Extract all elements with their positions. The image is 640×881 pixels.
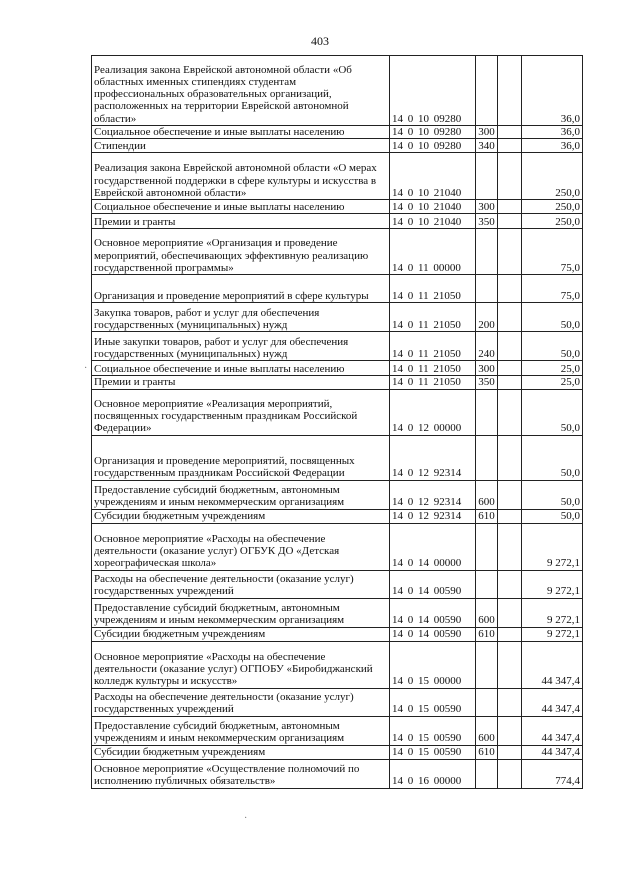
row-amount: 9 272,1 <box>522 598 583 627</box>
row-empty-cell <box>498 570 522 598</box>
row-empty-cell <box>498 598 522 627</box>
row-code: 14 0 10 21040 <box>390 153 476 200</box>
row-name: Основное мероприятие «Расходы на обеспечение деятельности (оказание услуг) ОГБУК ДО «Детская хореографическая школа» <box>92 523 390 570</box>
row-expense-type: 240 <box>476 332 498 361</box>
row-expense-type: 340 <box>476 139 498 153</box>
row-amount: 36,0 <box>522 126 583 139</box>
row-code: 14 0 10 09280 <box>390 56 476 126</box>
row-expense-type: 300 <box>476 200 498 214</box>
row-empty-cell <box>498 523 522 570</box>
table-row <box>92 627 583 641</box>
row-amount: 75,0 <box>522 229 583 275</box>
row-expense-type: 610 <box>476 627 498 641</box>
row-name: Основное мероприятие «Осуществление полномочий по исполнению публичных обязательств» <box>92 759 390 788</box>
row-name: Реализация закона Еврейской автономной области «О мерах государственной поддержки в сфере культуры и искусства в Еврейской автономной области» <box>92 153 390 200</box>
row-empty-cell <box>498 435 522 480</box>
row-amount: 774,4 <box>522 759 583 788</box>
row-code: 14 0 12 92314 <box>390 509 476 523</box>
row-amount: 50,0 <box>522 332 583 361</box>
row-expense-type <box>476 570 498 598</box>
row-expense-type: 350 <box>476 376 498 389</box>
row-name: Иные закупки товаров, работ и услуг для обеспечения государственных (муниципальных) нужд <box>92 332 390 361</box>
table-row <box>92 275 583 303</box>
row-expense-type: 600 <box>476 598 498 627</box>
table-row <box>92 303 583 332</box>
row-empty-cell <box>498 229 522 275</box>
table-row <box>92 509 583 523</box>
row-name: Основное мероприятие «Реализация мероприятий, посвященных государственным праздникам Российской Федерации» <box>92 389 390 435</box>
table-row <box>92 361 583 376</box>
row-name: Предоставление субсидий бюджетным, автономным учреждениям и иным некоммерческим организациям <box>92 716 390 745</box>
row-empty-cell <box>498 332 522 361</box>
row-code: 14 0 10 09280 <box>390 126 476 139</box>
row-expense-type <box>476 56 498 126</box>
row-code: 14 0 15 00590 <box>390 688 476 716</box>
row-empty-cell <box>498 688 522 716</box>
row-name: Стипендии <box>92 139 390 153</box>
table-row <box>92 214 583 229</box>
table-row <box>92 435 583 480</box>
row-empty-cell <box>498 716 522 745</box>
table-row <box>92 153 583 200</box>
page-number: 403 <box>311 34 329 48</box>
row-name: Социальное обеспечение и иные выплаты населению <box>92 200 390 214</box>
row-code: 14 0 12 00000 <box>390 389 476 435</box>
row-code: 14 0 12 92314 <box>390 435 476 480</box>
row-amount: 50,0 <box>522 480 583 509</box>
row-empty-cell <box>498 480 522 509</box>
row-name: Премии и гранты <box>92 376 390 389</box>
table-row <box>92 570 583 598</box>
row-amount: 75,0 <box>522 275 583 303</box>
row-expense-type: 610 <box>476 509 498 523</box>
row-code: 14 0 12 92314 <box>390 480 476 509</box>
table-row <box>92 745 583 759</box>
table-row <box>92 200 583 214</box>
row-name: Субсидии бюджетным учреждениям <box>92 627 390 641</box>
table-row <box>92 229 583 275</box>
row-amount: 9 272,1 <box>522 523 583 570</box>
row-expense-type <box>476 229 498 275</box>
row-name: Субсидии бюджетным учреждениям <box>92 509 390 523</box>
row-empty-cell <box>498 214 522 229</box>
table-row <box>92 523 583 570</box>
row-expense-type <box>476 641 498 688</box>
row-name: Расходы на обеспечение деятельности (оказание услуг) государственных учреждений <box>92 688 390 716</box>
row-name: Расходы на обеспечение деятельности (оказание услуг) государственных учреждений <box>92 570 390 598</box>
row-name: Предоставление субсидий бюджетным, автономным учреждениям и иным некоммерческим организациям <box>92 480 390 509</box>
row-amount: 50,0 <box>522 435 583 480</box>
budget-table <box>91 55 583 789</box>
row-expense-type: 300 <box>476 361 498 376</box>
table-row <box>92 126 583 139</box>
scan-dot-mark: · <box>244 813 248 824</box>
row-name: Закупка товаров, работ и услуг для обеспечения государственных (муниципальных) нужд <box>92 303 390 332</box>
table-row <box>92 139 583 153</box>
row-expense-type <box>476 435 498 480</box>
row-empty-cell <box>498 275 522 303</box>
row-expense-type: 600 <box>476 480 498 509</box>
row-expense-type: 200 <box>476 303 498 332</box>
row-empty-cell <box>498 509 522 523</box>
row-amount: 250,0 <box>522 153 583 200</box>
row-amount: 50,0 <box>522 303 583 332</box>
row-expense-type <box>476 688 498 716</box>
table-row <box>92 641 583 688</box>
row-name: Предоставление субсидий бюджетным, автономным учреждениям и иным некоммерческим организациям <box>92 598 390 627</box>
row-name: Премии и гранты <box>92 214 390 229</box>
row-expense-type <box>476 153 498 200</box>
row-code: 14 0 11 21050 <box>390 361 476 376</box>
row-code: 14 0 16 00000 <box>390 759 476 788</box>
row-expense-type <box>476 759 498 788</box>
row-empty-cell <box>498 126 522 139</box>
row-amount: 9 272,1 <box>522 627 583 641</box>
row-name: Организация и проведение мероприятий, посвященных государственным праздникам Российской Федерации <box>92 435 390 480</box>
row-amount: 44 347,4 <box>522 641 583 688</box>
row-expense-type: 610 <box>476 745 498 759</box>
row-expense-type: 300 <box>476 126 498 139</box>
row-amount: 250,0 <box>522 200 583 214</box>
row-empty-cell <box>498 759 522 788</box>
scan-dot-mark: · <box>84 363 88 374</box>
row-code: 14 0 14 00590 <box>390 598 476 627</box>
row-amount: 44 347,4 <box>522 688 583 716</box>
row-amount: 44 347,4 <box>522 745 583 759</box>
row-empty-cell <box>498 376 522 389</box>
row-name: Реализация закона Еврейской автономной области «Об областных именных стипендиях студентам профессиональных образовательных организаций, расположенных на территории Еврейской автономной области» <box>92 56 390 126</box>
row-empty-cell <box>498 745 522 759</box>
row-empty-cell <box>498 200 522 214</box>
row-code: 14 0 11 21050 <box>390 376 476 389</box>
table-row <box>92 759 583 788</box>
row-amount: 50,0 <box>522 509 583 523</box>
budget-table-body <box>92 56 583 789</box>
row-code: 14 0 10 09280 <box>390 139 476 153</box>
row-code: 14 0 11 21050 <box>390 303 476 332</box>
row-code: 14 0 10 21040 <box>390 200 476 214</box>
row-code: 14 0 11 21050 <box>390 275 476 303</box>
table-row <box>92 56 583 126</box>
row-name: Организация и проведение мероприятий в сфере культуры <box>92 275 390 303</box>
row-amount: 250,0 <box>522 214 583 229</box>
row-amount: 25,0 <box>522 361 583 376</box>
row-code: 14 0 14 00590 <box>390 570 476 598</box>
row-expense-type <box>476 523 498 570</box>
row-amount: 9 272,1 <box>522 570 583 598</box>
table-row <box>92 376 583 389</box>
row-amount: 44 347,4 <box>522 716 583 745</box>
table-row <box>92 332 583 361</box>
row-empty-cell <box>498 56 522 126</box>
row-name: Субсидии бюджетным учреждениям <box>92 745 390 759</box>
row-empty-cell <box>498 389 522 435</box>
row-amount: 36,0 <box>522 139 583 153</box>
row-empty-cell <box>498 641 522 688</box>
table-row <box>92 716 583 745</box>
row-code: 14 0 15 00000 <box>390 641 476 688</box>
row-empty-cell <box>498 627 522 641</box>
table-row <box>92 598 583 627</box>
table-row <box>92 480 583 509</box>
row-code: 14 0 14 00590 <box>390 627 476 641</box>
row-name: Социальное обеспечение и иные выплаты населению <box>92 361 390 376</box>
row-expense-type <box>476 389 498 435</box>
table-row <box>92 389 583 435</box>
row-expense-type: 350 <box>476 214 498 229</box>
row-empty-cell <box>498 139 522 153</box>
row-empty-cell <box>498 361 522 376</box>
row-empty-cell <box>498 153 522 200</box>
row-code: 14 0 11 00000 <box>390 229 476 275</box>
row-code: 14 0 15 00590 <box>390 716 476 745</box>
row-code: 14 0 11 21050 <box>390 332 476 361</box>
row-code: 14 0 14 00000 <box>390 523 476 570</box>
row-expense-type: 600 <box>476 716 498 745</box>
row-expense-type <box>476 275 498 303</box>
row-empty-cell <box>498 303 522 332</box>
row-amount: 50,0 <box>522 389 583 435</box>
row-code: 14 0 10 21040 <box>390 214 476 229</box>
row-code: 14 0 15 00590 <box>390 745 476 759</box>
row-name: Социальное обеспечение и иные выплаты населению <box>92 126 390 139</box>
row-amount: 36,0 <box>522 56 583 126</box>
row-amount: 25,0 <box>522 376 583 389</box>
row-name: Основное мероприятие «Расходы на обеспечение деятельности (оказание услуг) ОГПОБУ «Биробиджанский колледж культуры и искусств» <box>92 641 390 688</box>
row-name: Основное мероприятие «Организация и проведение мероприятий, обеспечивающих эффективную реализацию государственной программы» <box>92 229 390 275</box>
table-row <box>92 688 583 716</box>
